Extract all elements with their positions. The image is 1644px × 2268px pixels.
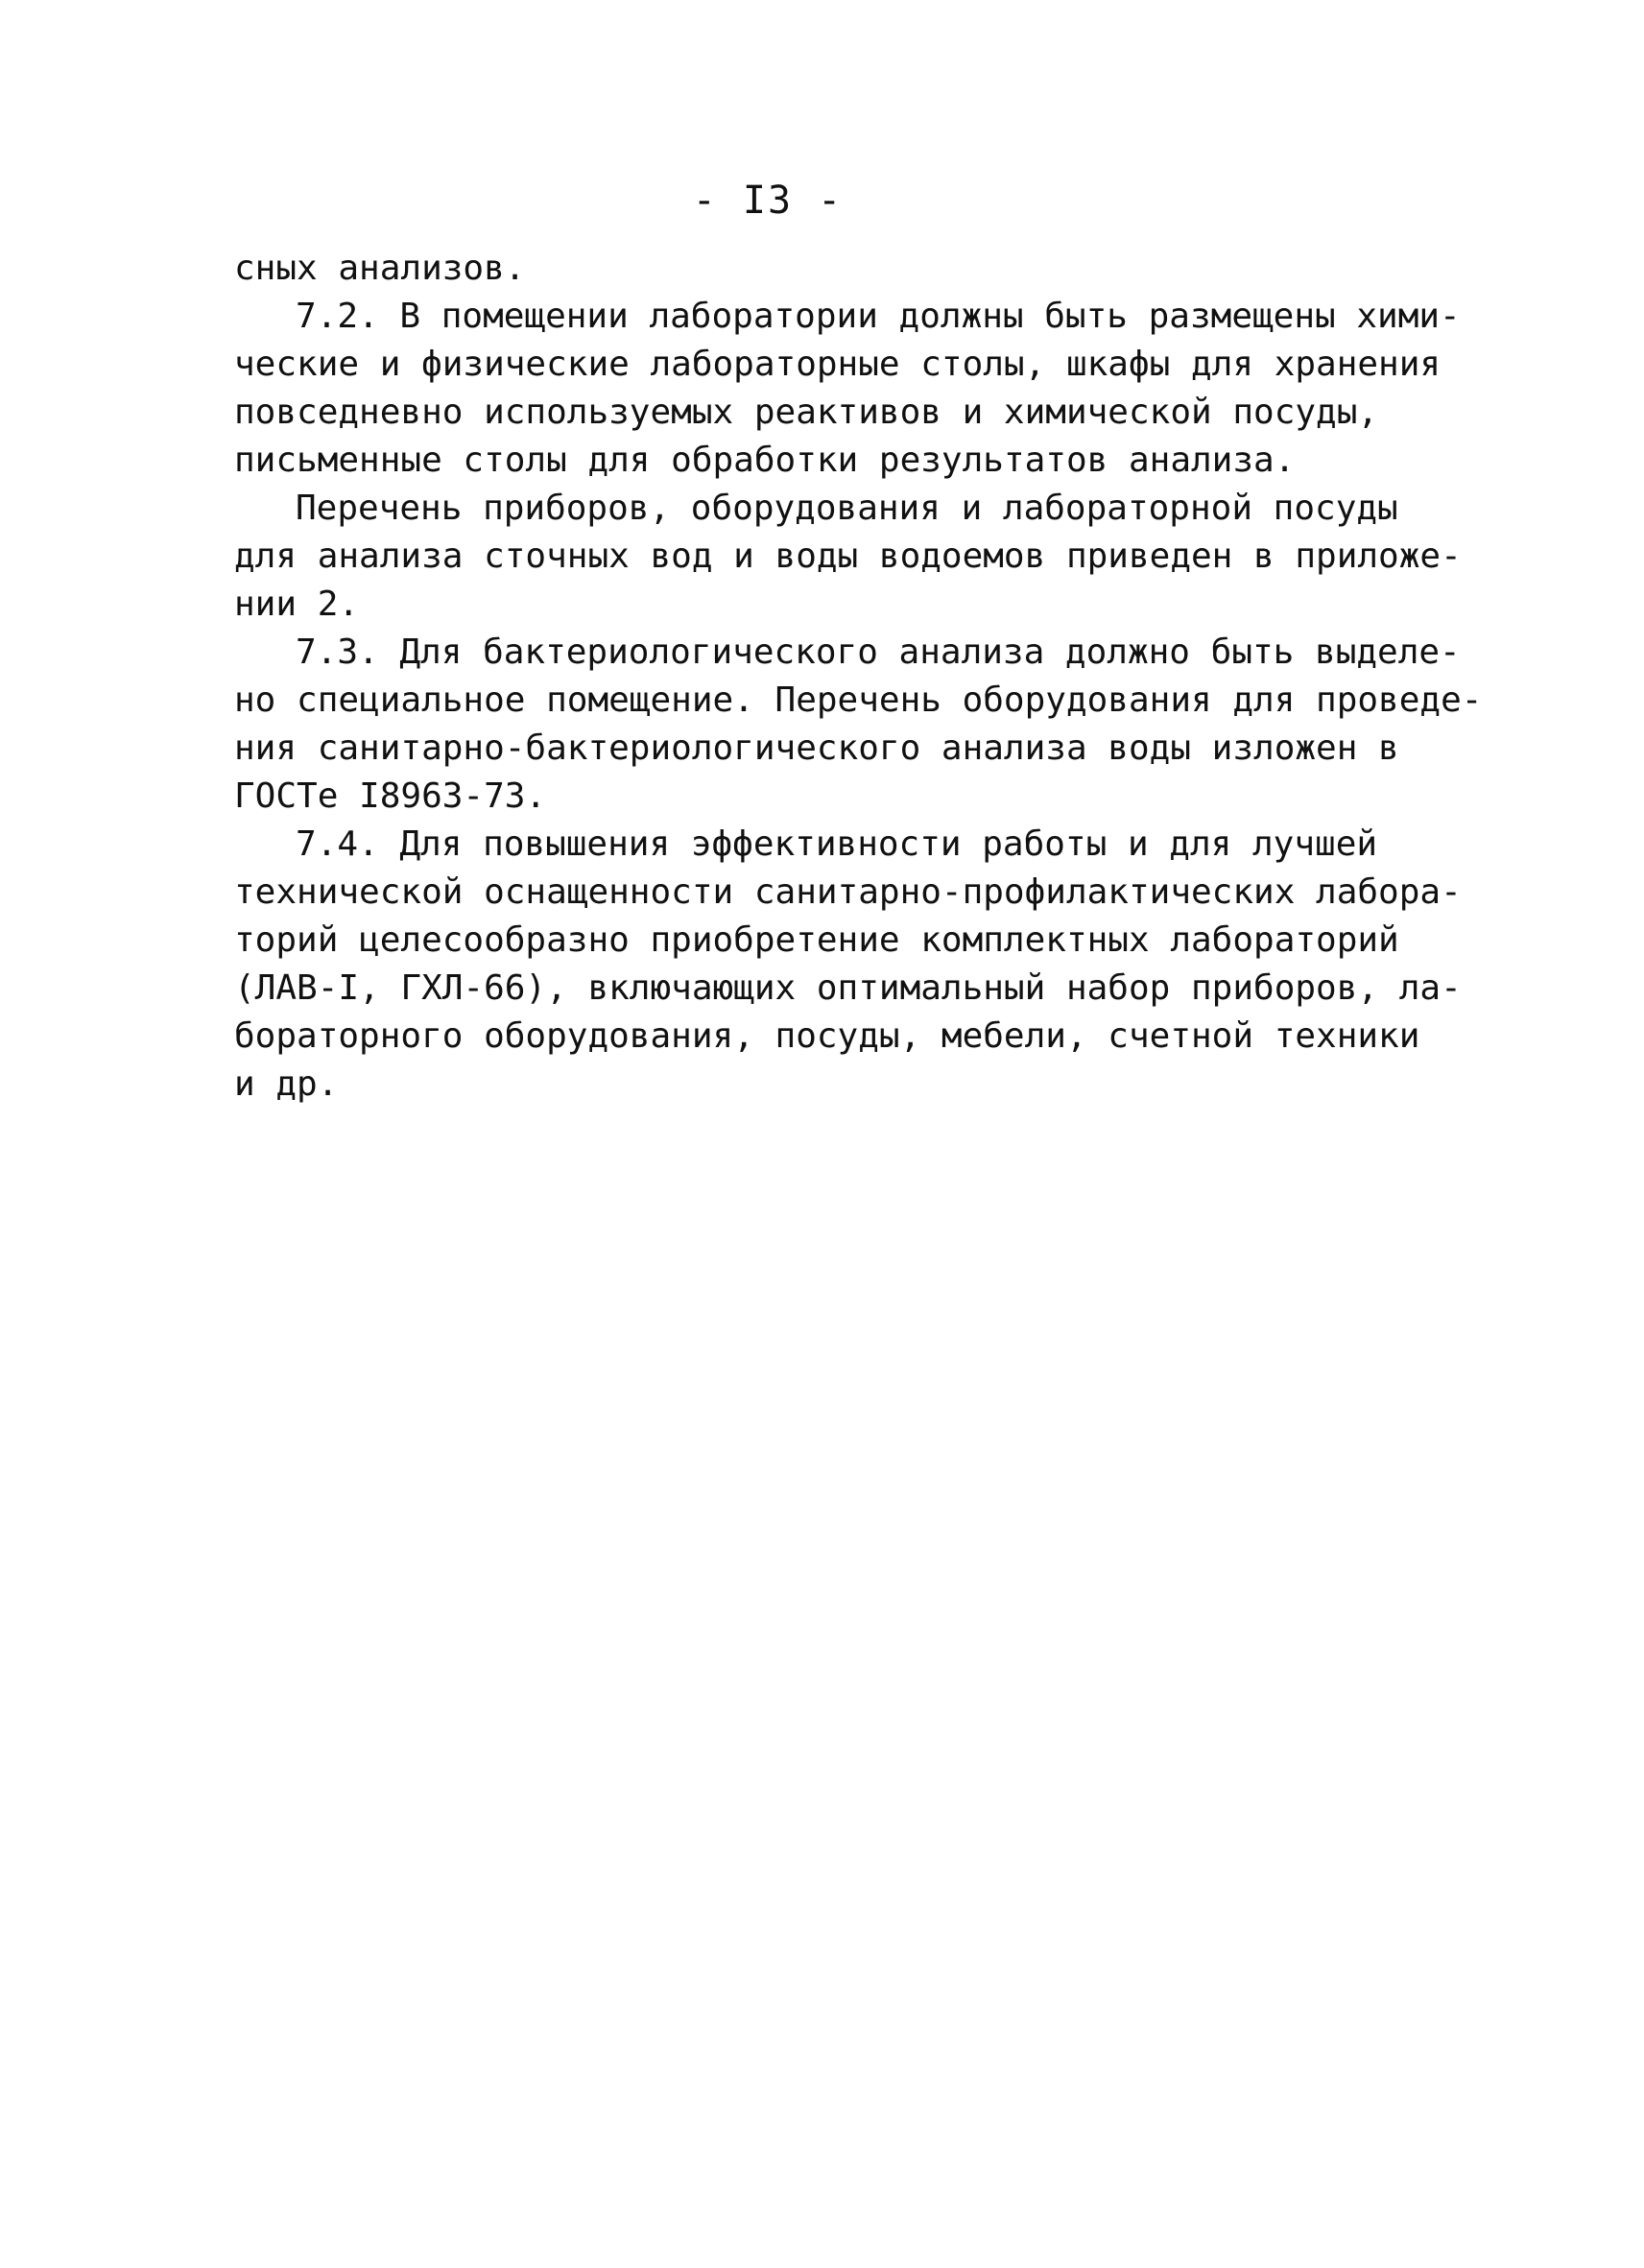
text-line: и др.: [234, 1064, 339, 1104]
page-number: - I3 -: [692, 179, 844, 223]
paragraph-list-start: Перечень приборов, оборудования и лабораторной посуды: [296, 489, 1398, 528]
text-line: бораторного оборудования, посуды, мебели, счетной техники: [234, 1016, 1420, 1056]
text-line: сных анализов.: [234, 249, 526, 288]
text-line: но специальное помещение. Перечень оборудования для проведе-: [234, 680, 1483, 720]
paragraph-7-3-start: 7.3. Для бактериологического анализа должно быть выделе-: [296, 633, 1461, 672]
text-line: ГОСТе I8963-73.: [234, 776, 547, 816]
text-line: ния санитарно-бактериологического анализа воды изложен в: [234, 728, 1399, 768]
text-line: торий целесообразно приобретение комплектных лабораторий: [234, 920, 1399, 960]
paragraph-7-4-start: 7.4. Для повышения эффективности работы и для лучшей: [296, 824, 1378, 864]
text-line: повседневно используемых реактивов и химической посуды,: [234, 393, 1379, 432]
text-line: нии 2.: [234, 585, 360, 624]
text-line: технической оснащенности санитарно-профилактических лабора-: [234, 872, 1462, 912]
text-line: письменные столы для обработки результатов анализа.: [234, 441, 1296, 480]
text-line: (ЛАВ-I, ГХЛ-66), включающих оптимальный набор приборов, ла-: [234, 968, 1462, 1008]
text-line: для анализа сточных вод и воды водоемов приведен в приложе-: [234, 537, 1462, 576]
body-text: [234, 245, 1482, 1109]
text-line: ческие и физические лабораторные столы, шкафы для хранения: [234, 345, 1441, 384]
paragraph-7-2-start: 7.2. В помещении лаборатории должны быть размещены хими-: [296, 297, 1461, 336]
